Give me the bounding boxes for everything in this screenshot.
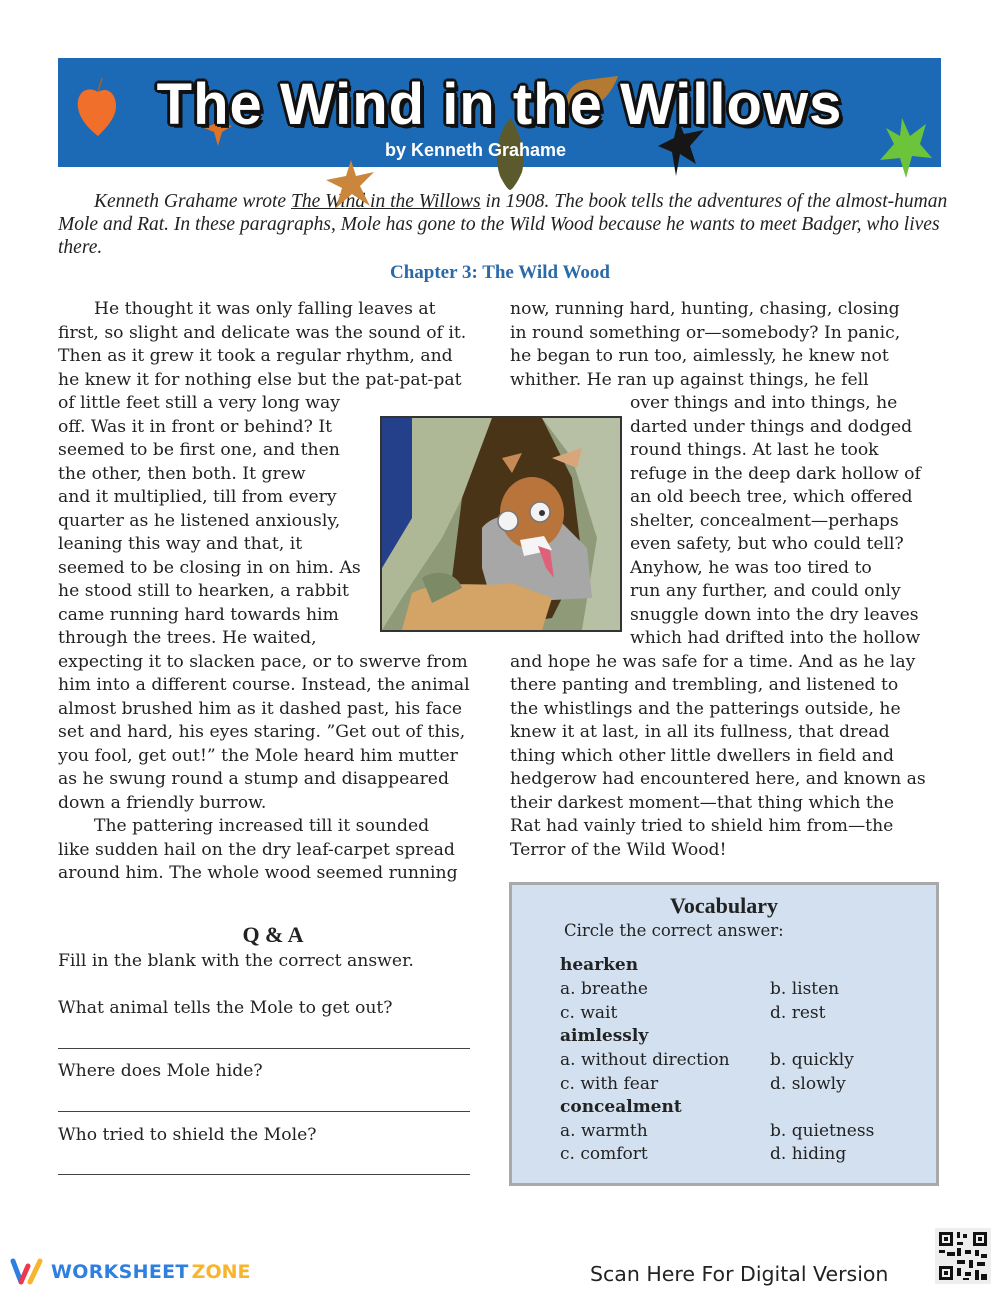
story-line: round things. At last he took <box>630 440 879 460</box>
question-2: Where does Mole hide? <box>58 1061 263 1081</box>
qr-code-icon[interactable] <box>935 1228 991 1284</box>
story-line: snuggle down into the dry leaves <box>630 604 919 625</box>
story-line: he began to run too, aimlessly, he knew not <box>510 346 889 366</box>
worksheet-zone-logo[interactable] <box>9 1258 250 1286</box>
story-line: as he swung round a stump and disappeared <box>58 769 449 789</box>
vocab-word-hearken: hearken <box>560 955 639 975</box>
story-line: run any further, and could only <box>630 581 901 601</box>
story-line: he knew it for nothing else but the pat-pat-pat <box>58 369 462 390</box>
story-line: knew it at last, in all its fullness, that dread <box>510 722 890 742</box>
story-line: The pattering increased till it sounded <box>94 816 430 836</box>
vocab-word-aimlessly: aimlessly <box>560 1026 649 1046</box>
story-line: you fool, get out!” the Mole heard him mutter <box>58 745 458 766</box>
scan-instruction: Scan Here For Digital Version <box>590 1262 889 1286</box>
title-banner <box>58 58 941 167</box>
chapter-heading: Chapter 3: The Wild Wood <box>390 262 610 283</box>
story-line: even safety, but who could tell? <box>630 534 904 554</box>
story-line: the other, then both. It grew <box>58 463 306 484</box>
story-line: down a friendly burrow. <box>58 792 267 813</box>
story-line: their darkest moment—that thing which the <box>510 792 895 813</box>
story-line: the whistlings and the patterings outside, he <box>510 698 901 719</box>
vocab-option[interactable]: b. listen <box>770 979 840 999</box>
story-line: Anyhow, he was too tired to <box>630 557 872 578</box>
story-line: Terror of the Wild Wood! <box>510 839 727 860</box>
story-line: He thought it was only falling leaves at <box>94 299 436 319</box>
vocab-option[interactable]: a. without direction <box>560 1050 730 1070</box>
story-line: off. Was it in front or behind? It <box>58 416 333 437</box>
vocab-option[interactable]: c. with fear <box>560 1074 659 1094</box>
story-line: like sudden hail on the dry leaf-carpet spread <box>58 839 455 860</box>
story-line: Then as it grew it took a regular rhythm, and <box>58 346 453 366</box>
brown-maple-leaf-icon <box>326 160 376 210</box>
story-line: shelter, concealment—perhaps <box>630 510 899 531</box>
vocabulary-heading: Vocabulary <box>670 893 778 918</box>
vocab-option[interactable]: c. comfort <box>560 1144 648 1164</box>
story-line: hedgerow had encountered here, and known as <box>510 769 926 789</box>
story-line: and hope he was safe for a time. And as he lay <box>510 651 916 672</box>
story-line: and it multiplied, till from every <box>58 487 337 507</box>
story-line: almost brushed him as it dashed past, his face <box>58 698 463 719</box>
mole-illustration <box>380 416 622 632</box>
author-byline: by Kenneth Grahame <box>385 140 567 160</box>
intro-paragraph <box>58 190 948 259</box>
story-line: in round something or—somebody? In panic, <box>510 322 901 343</box>
story-line: he stood still to hearken, a rabbit <box>58 581 349 601</box>
answer-line-3[interactable] <box>58 1174 470 1175</box>
brand-name-part1: WORKSHEET <box>51 1261 189 1283</box>
vocab-word-concealment: concealment <box>560 1097 682 1117</box>
vocab-option[interactable]: b. quietness <box>770 1121 875 1141</box>
qa-heading: Q & A <box>242 922 304 947</box>
story-line: through the trees. He waited, <box>58 628 317 648</box>
story-line: refuge in the deep dark hollow of <box>630 463 921 484</box>
story-line: leaning this way and that, it <box>58 534 303 554</box>
worksheet-title: The Wind in the Willows <box>156 72 843 137</box>
story-line: an old beech tree, which offered <box>630 487 913 507</box>
intro-text: Kenneth Grahame wrote <box>94 191 291 212</box>
brand-name-part2: ZONE <box>191 1261 251 1283</box>
vocab-option[interactable]: c. wait <box>560 1003 618 1023</box>
story-line: came running hard towards him <box>58 604 339 625</box>
vocab-option[interactable]: d. hiding <box>770 1144 847 1164</box>
story-line: over things and into things, he <box>630 393 898 413</box>
story-line: set and hard, his eyes staring. ”Get out of this, <box>58 722 466 742</box>
qa-instruction: Fill in the blank with the correct answer. <box>58 951 414 971</box>
story-line: expecting it to slacken pace, or to swerve from <box>58 651 468 672</box>
story-line: quarter as he listened anxiously, <box>58 510 341 531</box>
vocab-option[interactable]: a. breathe <box>560 979 648 999</box>
story-line: him into a different course. Instead, the animal <box>58 675 470 695</box>
story-line: seemed to be closing in on him. As <box>58 557 361 578</box>
story-line: now, running hard, hunting, chasing, closing <box>510 299 900 319</box>
story-line: first, so slight and delicate was the sound of it. <box>58 322 467 343</box>
story-line: around him. The whole wood seemed running <box>58 863 458 883</box>
vocab-option[interactable]: a. warmth <box>560 1121 648 1141</box>
question-1: What animal tells the Mole to get out? <box>58 998 393 1018</box>
answer-line-1[interactable] <box>58 1048 470 1049</box>
story-line: there panting and trembling, and listened to <box>510 675 899 695</box>
story-line: of little feet still a very long way <box>58 393 340 413</box>
story-line: whither. He ran up against things, he fell <box>510 369 869 390</box>
story-line: Rat had vainly tried to shield him from—the <box>510 816 894 836</box>
intro-text: in 1908. The book tells the adventures of the almost-human Mole and Rat. In these paragraphs, Mole has gone to the Wild Wood because he wants to meet Badger, who lives there. <box>58 191 948 258</box>
question-3: Who tried to shield the Mole? <box>58 1125 317 1145</box>
vocabulary-instruction: Circle the correct answer: <box>564 921 784 940</box>
book-title-underlined: The Wind in the Willows <box>290 191 481 212</box>
story-line: thing which other little dwellers in field and <box>510 745 895 766</box>
vocab-option[interactable]: d. rest <box>770 1003 826 1023</box>
story-line: seemed to be first one, and then <box>58 440 340 460</box>
story-line: darted under things and dodged <box>630 416 913 437</box>
vocabulary-box <box>509 882 939 1186</box>
vocab-option[interactable]: d. slowly <box>770 1074 846 1094</box>
worksheet-zone-logo-icon <box>9 1258 45 1286</box>
answer-line-2[interactable] <box>58 1111 470 1112</box>
mole-in-hollow-image <box>382 418 620 630</box>
vocab-option[interactable]: b. quickly <box>770 1050 854 1070</box>
story-line: which had drifted into the hollow <box>630 628 921 648</box>
